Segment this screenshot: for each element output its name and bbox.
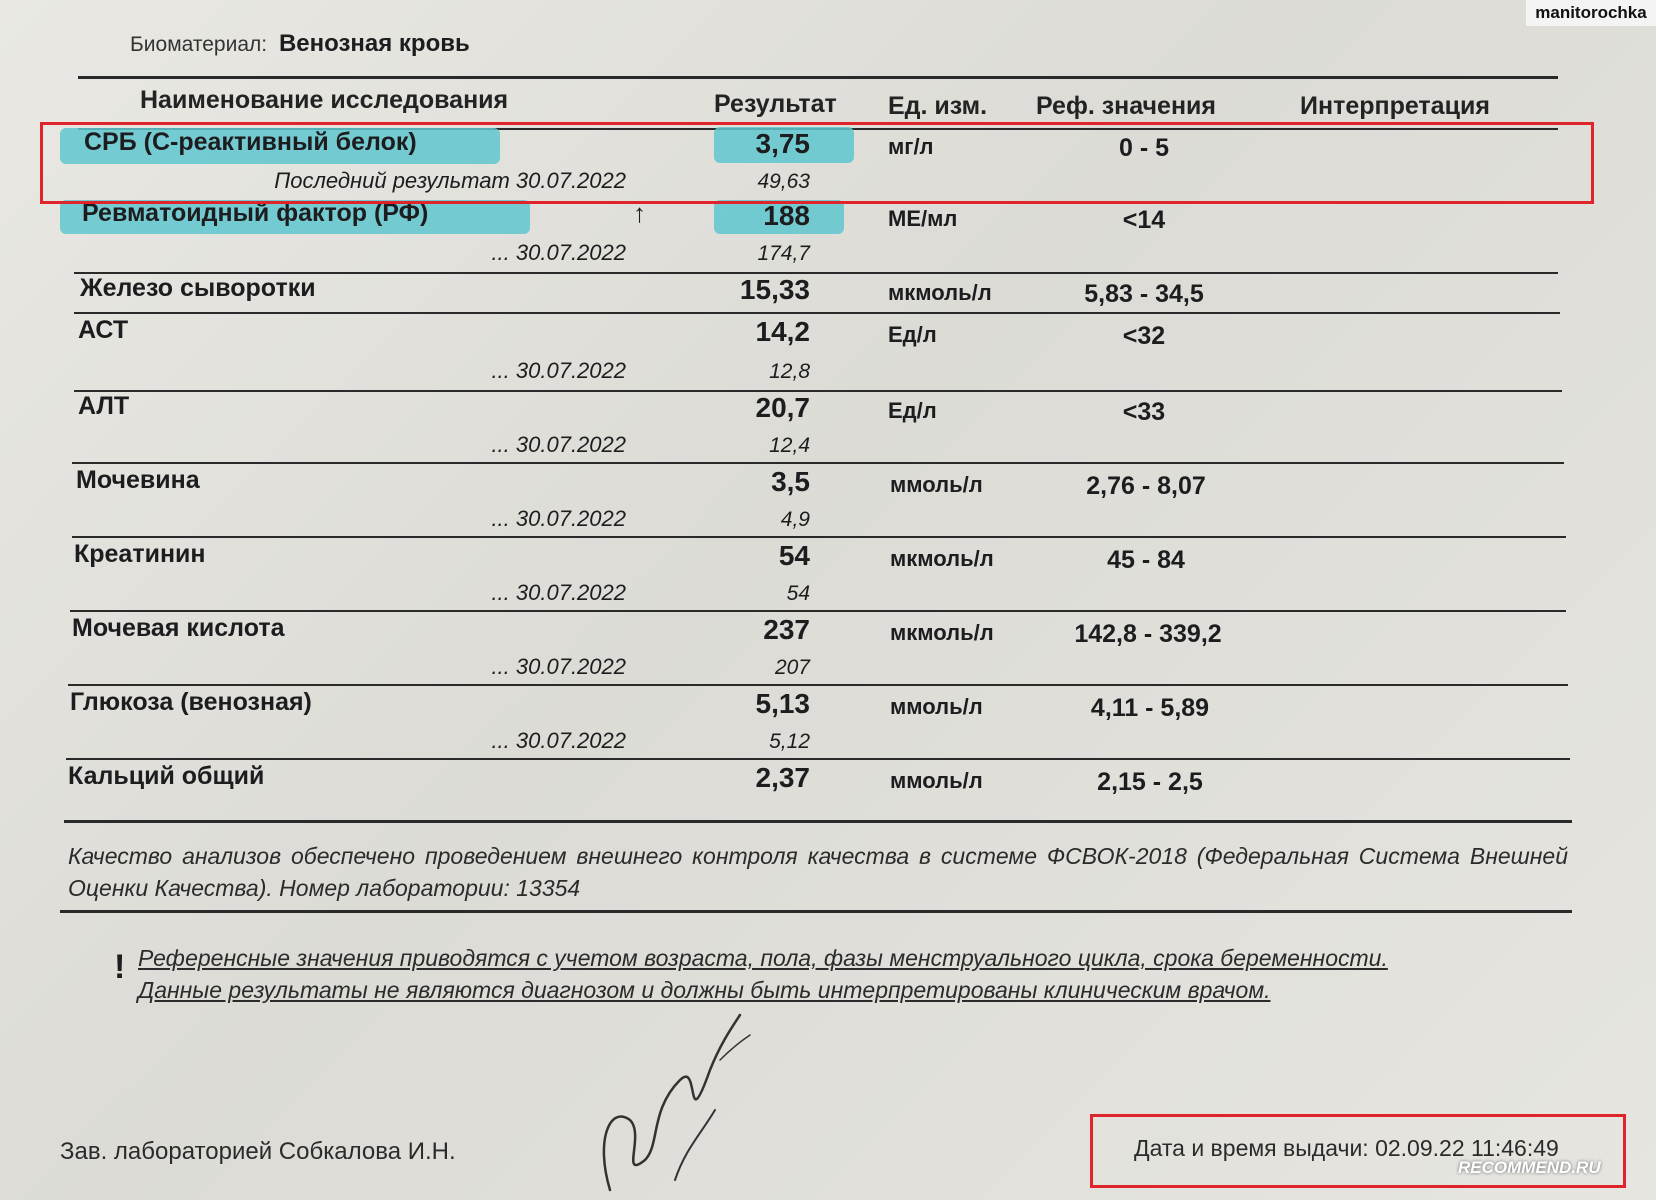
previous-result-value: 5,12 <box>769 730 810 753</box>
row-divider <box>68 684 1568 686</box>
row-divider <box>72 536 1566 538</box>
test-name: СРБ (С-реактивный белок) <box>84 128 417 156</box>
lab-head-signature-line: Зав. лабораторией Собкалова И.Н. <box>60 1138 456 1165</box>
test-reference: 4,11 - 5,89 <box>1090 694 1210 722</box>
row-divider <box>70 610 1566 612</box>
test-unit: ммоль/л <box>890 694 983 719</box>
test-result: 15,33 <box>739 274 810 305</box>
header-name: Наименование исследования <box>140 86 509 114</box>
test-name: Мочевина <box>76 466 200 494</box>
test-name: АЛТ <box>78 392 130 420</box>
test-name: Мочевая кислота <box>72 614 285 642</box>
test-result: 20,7 <box>755 392 810 423</box>
previous-result-label: ... 30.07.2022 <box>491 506 626 531</box>
test-reference: 2,76 - 8,07 <box>1086 472 1206 500</box>
test-result: 2,37 <box>755 762 810 793</box>
test-reference: <14 <box>1122 206 1166 234</box>
header-interpretation: Интерпретация <box>1300 92 1490 120</box>
test-result: 188 <box>763 200 810 231</box>
previous-result-value: 12,4 <box>769 434 810 457</box>
biomaterial-label: Биоматериал: <box>130 33 268 56</box>
test-result: 3,5 <box>771 466 810 497</box>
site-watermark: RECOMMEND.RU <box>1458 1158 1601 1177</box>
note-reference-values: Референсные значения приводятся с учетом возраста, пола, фазы менструального цикла, срока беременности. <box>138 945 1388 971</box>
test-reference: 5,83 - 34,5 <box>1084 280 1204 308</box>
previous-result-value: 54 <box>786 582 810 605</box>
biomaterial-value: Венозная кровь <box>278 30 470 57</box>
test-unit: мкмоль/л <box>890 620 994 645</box>
test-result: 3,75 <box>755 128 810 159</box>
biomaterial-line <box>130 30 470 58</box>
arrow-up-icon: ↑ <box>633 198 646 228</box>
row-divider <box>74 312 1560 314</box>
test-name: АСТ <box>78 316 129 344</box>
quality-statement: Качество анализов обеспечено проведением внешнего контроля качества в системе ФСВОК-2018 (Федеральная Система Внешней Оценки Качества). Номер лаборатории: 13354 <box>68 843 1568 901</box>
row-divider <box>74 390 1562 392</box>
test-name: Креатинин <box>74 540 206 568</box>
row-divider <box>66 758 1570 760</box>
test-reference: <32 <box>1122 322 1166 350</box>
quality-bottom-rule <box>60 910 1572 913</box>
previous-result-value: 174,7 <box>757 242 810 265</box>
test-unit: Ед/л <box>888 398 937 423</box>
previous-result-value: 49,63 <box>757 170 810 193</box>
previous-result-label: ... 30.07.2022 <box>491 654 626 679</box>
issue-datetime: Дата и время выдачи: 02.09.22 11:46:49 <box>1134 1135 1559 1161</box>
test-reference: 142,8 - 339,2 <box>1074 620 1222 648</box>
previous-result-label: ... 30.07.2022 <box>491 240 626 265</box>
header-ref: Реф. значения <box>1036 92 1217 120</box>
test-result: 237 <box>763 614 810 645</box>
previous-result-label: ... 30.07.2022 <box>491 432 626 457</box>
top-rule <box>78 76 1558 79</box>
note-not-diagnosis: Данные результаты не являются диагнозом и должны быть интерпретированы клиническим врачом. <box>138 977 1271 1003</box>
previous-result-label: Последний результат 30.07.2022 <box>274 168 626 193</box>
username-watermark: manitorochka <box>1526 0 1656 26</box>
test-name: Глюкоза (венозная) <box>70 688 312 716</box>
test-reference: <33 <box>1122 398 1166 426</box>
previous-result-value: 4,9 <box>780 508 810 531</box>
test-name: Ревматоидный фактор (РФ) <box>82 199 429 227</box>
test-unit: ммоль/л <box>890 472 983 497</box>
previous-result-value: 12,8 <box>769 360 810 383</box>
test-result: 5,13 <box>755 688 810 719</box>
annotation-box-crp <box>40 122 1594 204</box>
test-unit: ммоль/л <box>890 768 983 793</box>
test-unit: мг/л <box>888 134 934 159</box>
header-result: Результат <box>714 90 837 118</box>
previous-result-label: ... 30.07.2022 <box>491 580 626 605</box>
test-reference: 2,15 - 2,5 <box>1097 768 1203 796</box>
test-unit: МЕ/мл <box>888 206 958 231</box>
table-bottom-rule <box>64 820 1572 823</box>
test-unit: мкмоль/л <box>888 280 992 305</box>
test-reference: 0 - 5 <box>1118 134 1170 162</box>
test-result: 54 <box>778 540 810 571</box>
previous-result-label: ... 30.07.2022 <box>491 728 626 753</box>
previous-result-label: ... 30.07.2022 <box>491 358 626 383</box>
test-name: Кальций общий <box>68 762 265 790</box>
previous-result-value: 207 <box>774 656 810 679</box>
test-result: 14,2 <box>755 316 810 347</box>
test-unit: Ед/л <box>888 322 937 347</box>
test-name: Железо сыворотки <box>80 274 316 302</box>
header-unit: Ед. изм. <box>888 92 988 120</box>
annotation-box-issue-date <box>1090 1114 1626 1188</box>
signature <box>590 1010 760 1200</box>
test-reference: 45 - 84 <box>1107 546 1185 574</box>
test-unit: мкмоль/л <box>890 546 994 571</box>
row-divider <box>72 462 1564 464</box>
exclamation-icon: ! <box>114 948 126 986</box>
